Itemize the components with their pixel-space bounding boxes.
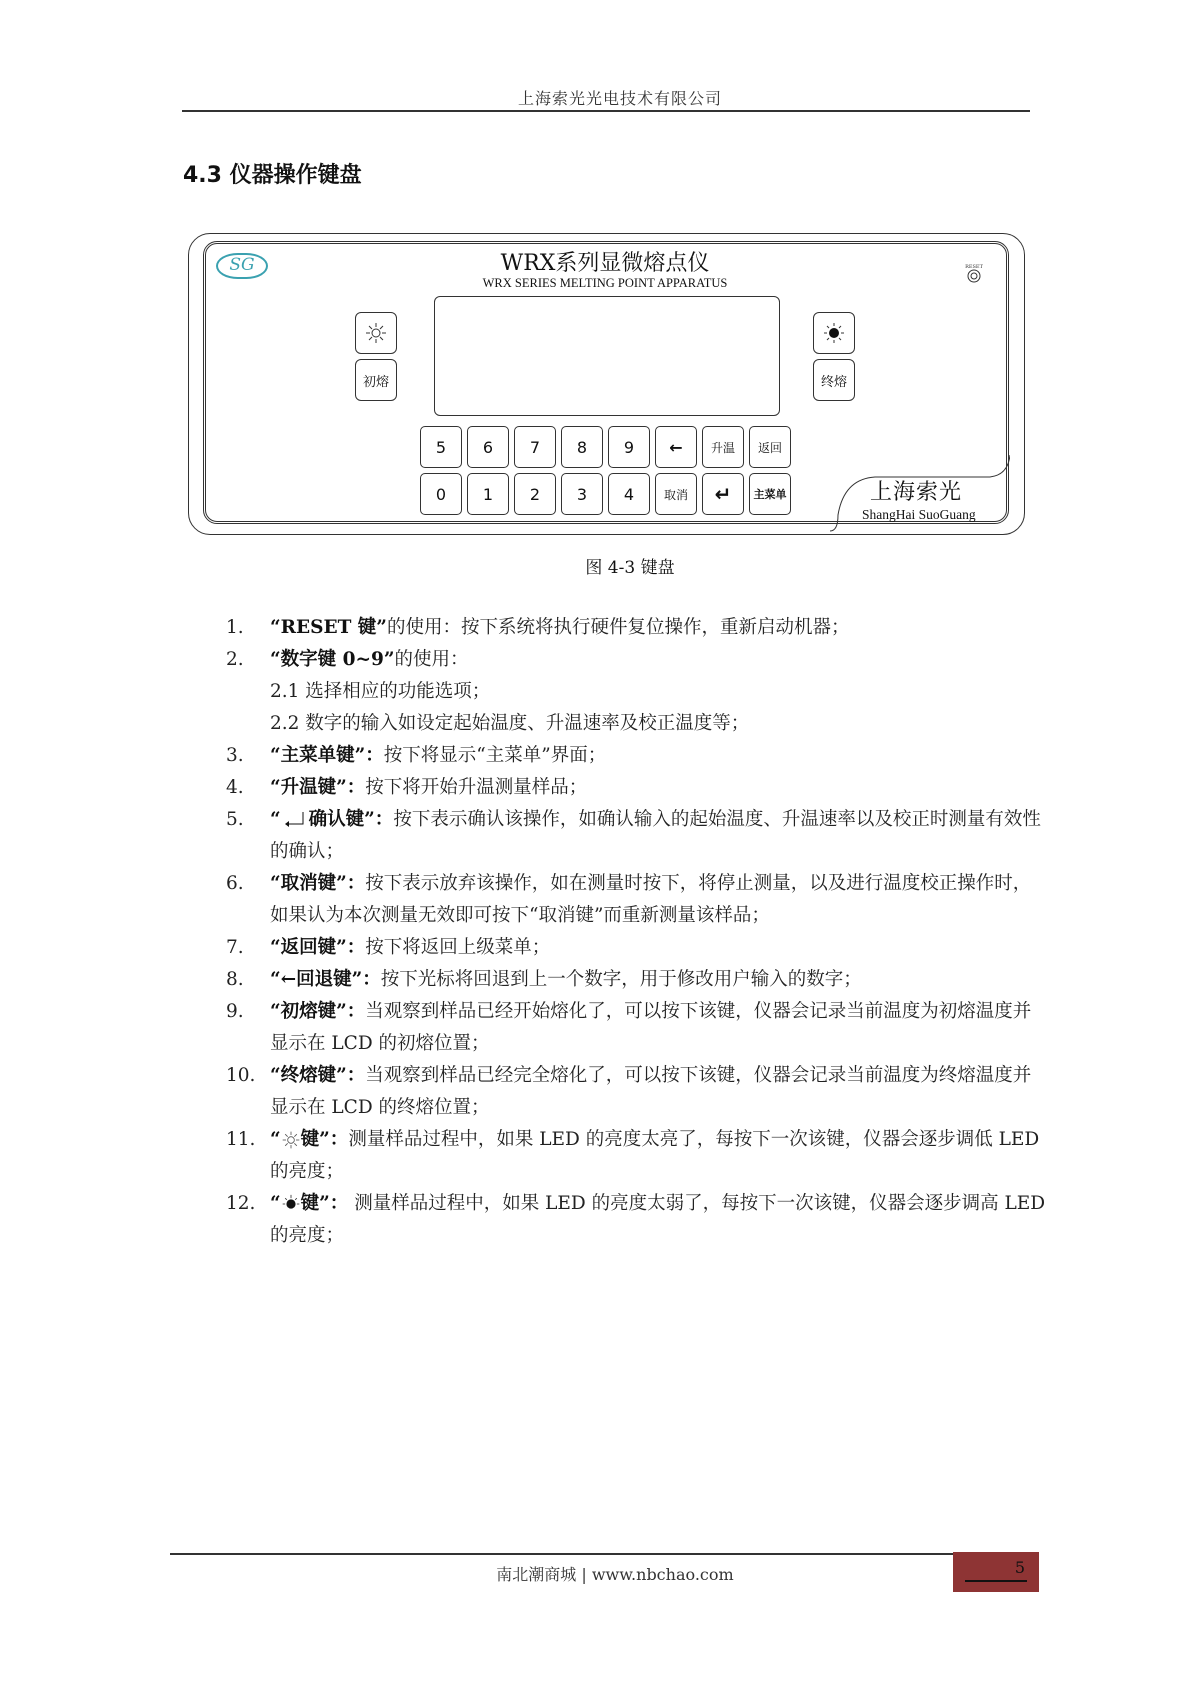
list-item — [226, 964, 1046, 996]
item-number: 9. — [226, 1001, 244, 1022]
page-number-box — [953, 1552, 1039, 1592]
sub-item: 2.2 数字的输入如设定起始温度、升温速率及校正温度等； — [270, 713, 750, 734]
item-key-name: “初熔键”： — [270, 1001, 366, 1022]
item-number: 12. — [226, 1193, 256, 1214]
list-item — [226, 772, 1046, 804]
enter-key-icon — [281, 810, 309, 830]
sg-logo: SG — [216, 253, 268, 279]
item-number: 8. — [226, 969, 244, 990]
item-description: 按下表示放弃该操作，如在测量时按下，将停止测量，以及进行温度校正操作时，如果认为本次测量无效即可按下“取消键”而重新测量该样品； — [270, 873, 1032, 926]
list-item — [226, 1124, 1046, 1188]
sun-filled-icon — [822, 321, 846, 345]
device-title: WRX系列显微熔点仪 — [500, 251, 710, 276]
item-number: 2. — [226, 649, 244, 670]
item-number: 11. — [226, 1129, 256, 1150]
item-key-name: “←回退键”： — [270, 969, 381, 990]
svg-text:RESET: RESET — [965, 264, 983, 270]
header-divider — [182, 110, 1030, 112]
enter-key[interactable]: ↵ — [702, 473, 744, 515]
footer-text: 南北潮商城 | www.nbchao.com — [496, 1565, 734, 1584]
device-subtitle: WRX SERIES MELTING POINT APPARATUS — [482, 276, 728, 290]
reset-button-icon — [963, 262, 985, 284]
key-7[interactable]: 7 — [514, 426, 556, 468]
key-0[interactable]: 0 — [420, 473, 462, 515]
item-key-name: 键”： — [300, 1129, 349, 1150]
item-key-name: “终熔键”： — [270, 1065, 366, 1086]
lcd-display — [434, 296, 780, 416]
item-number: 7. — [226, 937, 244, 958]
brand-name-cn: 上海索光 — [870, 480, 963, 505]
list-item — [226, 804, 1046, 868]
item-number: 4. — [226, 777, 244, 798]
item-number: 5. — [226, 809, 244, 830]
item-quote: “ — [270, 809, 281, 830]
item-number: 3. — [226, 745, 244, 766]
page-number: 5 — [1014, 1558, 1025, 1577]
item-description: 测量样品过程中，如果 LED 的亮度太亮了，每按下一次该键，仪器会逐步调低 LED 的亮度； — [270, 1129, 1040, 1182]
return-key[interactable]: 返回 — [749, 426, 791, 468]
item-key-name: 确认键”： — [308, 809, 394, 830]
heat-up-key[interactable]: 升温 — [702, 426, 744, 468]
item-key-name: “主菜单键”： — [270, 745, 384, 766]
list-item — [226, 868, 1046, 932]
item-description: 测量样品过程中，如果 LED 的亮度太弱了，每按下一次该键，仪器会逐步调高 LED 的亮度； — [270, 1193, 1046, 1246]
item-description: 按下将开始升温测量样品； — [365, 777, 588, 798]
final-melt-key[interactable]: 终熔 — [813, 359, 855, 401]
key-6[interactable]: 6 — [467, 426, 509, 468]
key-5[interactable]: 5 — [420, 426, 462, 468]
initial-melt-key[interactable]: 初熔 — [355, 359, 397, 401]
brand-name-en: ShangHai SuoGuang — [862, 507, 976, 522]
page-underline — [965, 1580, 1027, 1582]
key-9[interactable]: 9 — [608, 426, 650, 468]
item-key-name: “升温键”： — [270, 777, 366, 798]
list-item — [226, 932, 1046, 964]
footer-divider — [170, 1553, 958, 1555]
backspace-key[interactable]: ← — [655, 426, 697, 468]
main-menu-key[interactable]: 主菜单 — [749, 473, 791, 515]
list-item — [226, 996, 1046, 1060]
item-key-name: “取消键”： — [270, 873, 366, 894]
key-2[interactable]: 2 — [514, 473, 556, 515]
item-description: 当观察到样品已经开始熔化了，可以按下该键，仪器会记录当前温度为初熔温度并显示在 LCD 的初熔位置； — [270, 1001, 1032, 1054]
item-number: 1. — [226, 617, 244, 638]
item-key-name: “返回键”： — [270, 937, 366, 958]
key-4[interactable]: 4 — [608, 473, 650, 515]
list-item — [226, 1188, 1046, 1252]
list-item — [226, 740, 1046, 772]
item-key-name: “数字键 0~9” — [270, 649, 395, 670]
dim-led-key[interactable] — [355, 312, 397, 354]
sun-filled-icon — [281, 1193, 301, 1215]
list-item — [226, 644, 1046, 676]
page-header: 上海索光光电技术有限公司 — [517, 89, 722, 108]
item-description: 按下光标将回退到上一个数字，用于修改用户输入的数字； — [380, 969, 862, 990]
item-number: 10. — [226, 1065, 256, 1086]
sub-item: 2.1 选择相应的功能选项； — [270, 681, 491, 702]
item-description: 按下将显示“主菜单”界面； — [383, 745, 607, 766]
item-description: 按下将返回上级菜单； — [365, 937, 551, 958]
item-number: 6. — [226, 873, 244, 894]
key-description-list — [226, 612, 1046, 1252]
item-description: 的使用： — [394, 649, 469, 670]
item-description: 当观察到样品已经完全熔化了，可以按下该键，仪器会记录当前温度为终熔温度并显示在 LCD 的终熔位置； — [270, 1065, 1032, 1118]
item-description: 按下表示确认该操作，如确认输入的起始温度、升温速率以及校正时测量有效性的确认； — [270, 809, 1041, 862]
item-key-name: 键”： — [300, 1193, 349, 1214]
item-description: 的使用：按下系统将执行硬件复位操作，重新启动机器； — [386, 617, 850, 638]
list-item — [226, 1060, 1046, 1124]
item-key-name: “RESET 键” — [270, 617, 387, 638]
item-quote: “ — [270, 1193, 281, 1214]
brighten-led-key[interactable] — [813, 312, 855, 354]
key-3[interactable]: 3 — [561, 473, 603, 515]
figure-caption: 图 4-3 键盘 — [585, 558, 675, 578]
sun-outline-icon — [364, 321, 388, 345]
cancel-key[interactable]: 取消 — [655, 473, 697, 515]
section-title: 4.3 仪器操作键盘 — [183, 163, 362, 188]
list-item — [226, 612, 1046, 644]
item-quote: “ — [270, 1129, 281, 1150]
key-8[interactable]: 8 — [561, 426, 603, 468]
key-1[interactable]: 1 — [467, 473, 509, 515]
sun-outline-icon — [281, 1130, 301, 1150]
